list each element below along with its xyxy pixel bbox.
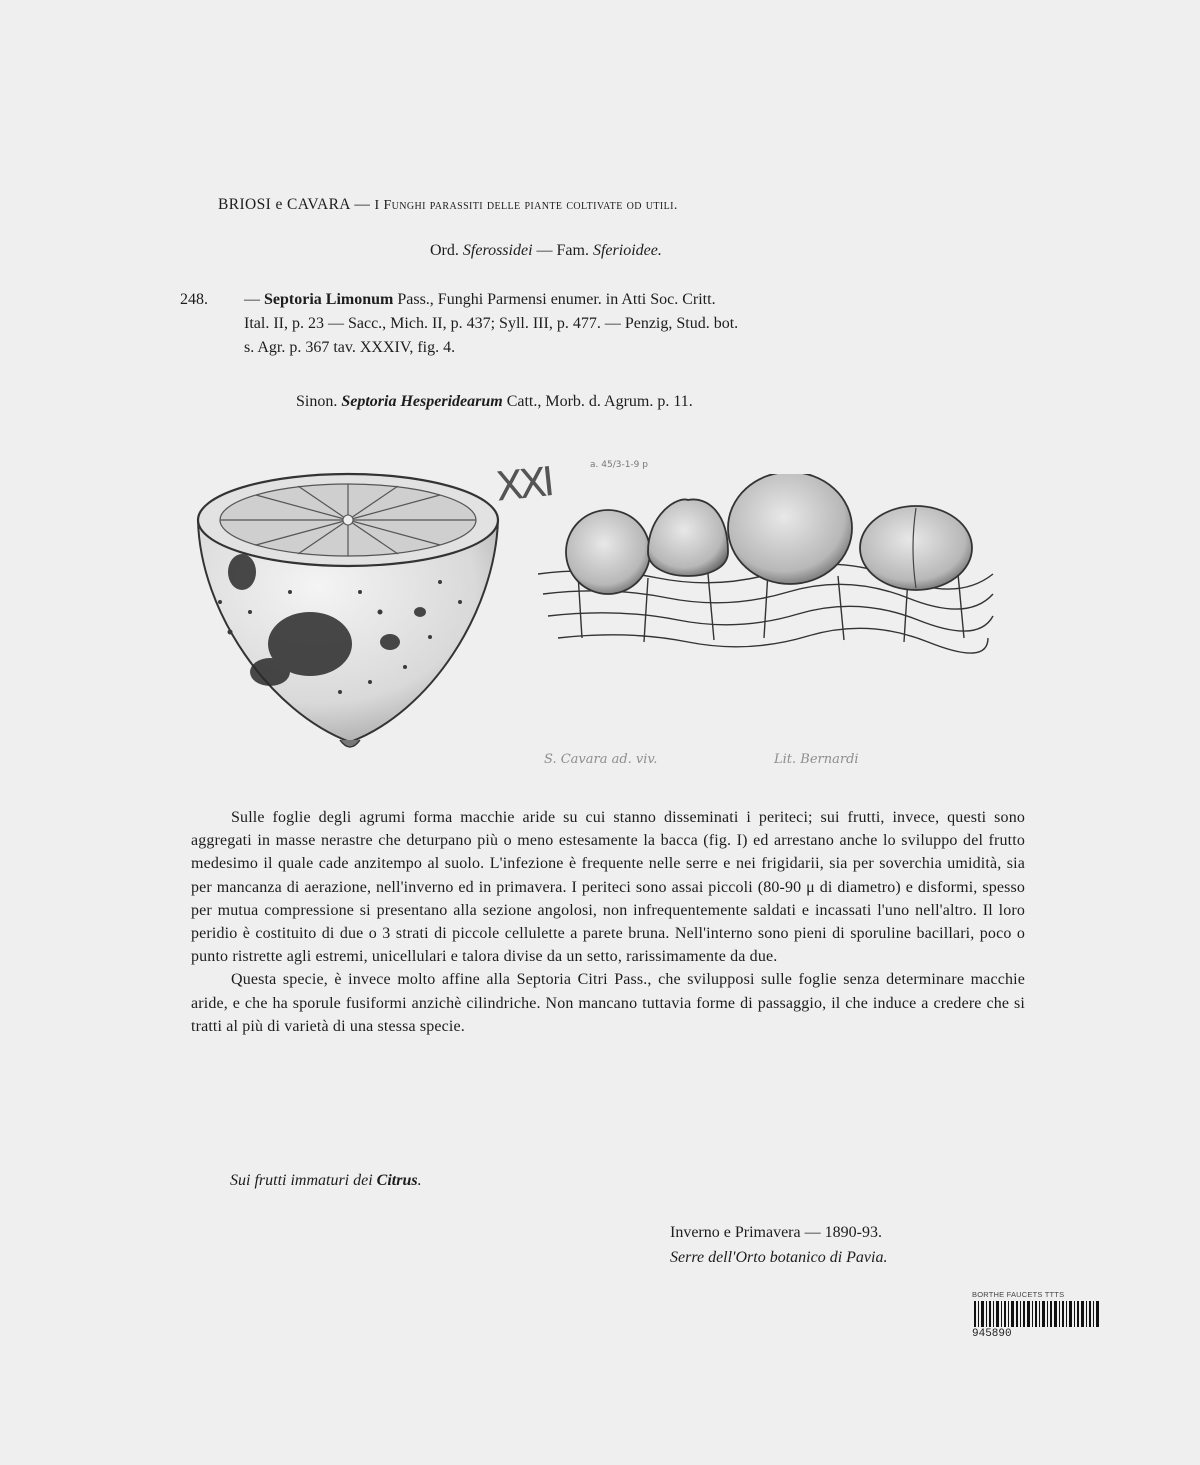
barcode-label [972, 1290, 1112, 1340]
figure-note: a. 45/3-1-9 p [590, 460, 648, 470]
perithecia-illustration [538, 474, 998, 664]
collection-place: Serre dell'Orto botanico di Pavia. [670, 1249, 888, 1266]
lithographer-signature: Lit. Bernardi [774, 752, 859, 767]
lemon-illustration [190, 462, 510, 762]
description-paragraph-2: Questa specie, è invece molto affine alla Septoria Citri Pass., che svilupposi sulle foglie senza determinare macchie aride, e che ha sporule fusiformi anzichè cilindriche. Non mancano tuttavia forme di passaggio, il che induce a credere che si tratti al più di varietà di una stessa specie. [191, 971, 1025, 1035]
barcode-number: 945890 [972, 1328, 1012, 1340]
entry-dash: — [244, 291, 264, 308]
synonym-line [296, 393, 693, 411]
entry-line-1 [180, 288, 1010, 312]
classification-line [430, 242, 662, 260]
fam-prefix: Fam. [556, 242, 593, 259]
running-header [218, 196, 978, 214]
header-dash: — [350, 196, 375, 213]
synonym-prefix: Sinon. [296, 393, 342, 410]
ord-prefix: Ord. [430, 242, 463, 259]
synonym-citation: Catt., Morb. d. Agrum. p. 11. [502, 393, 693, 410]
habitat-host: Citrus [376, 1172, 418, 1189]
collection-info [670, 1220, 887, 1270]
entry-line-3: s. Agr. p. 367 tav. XXXIV, fig. 4. [244, 339, 456, 356]
synonym-name: Septoria Hesperidearum [341, 393, 503, 410]
habitat-suffix: . [417, 1172, 422, 1189]
ord-name: Sferossidei [462, 242, 533, 259]
habitat-line [230, 1172, 422, 1190]
header-authors: BRIOSI e CAVARA [218, 196, 351, 213]
description-text [191, 806, 1025, 1038]
artist-signature: S. Cavara ad. viv. [544, 752, 658, 767]
fam-name: Sferioidee. [592, 242, 662, 259]
header-series-title: I Funghi parassiti delle piante coltivate od utili. [374, 198, 678, 213]
entry-number: 248. [180, 291, 208, 308]
species-entry [180, 288, 1010, 360]
collection-date: Inverno e Primavera — 1890-93. [670, 1224, 882, 1241]
figure-number: XXI [493, 459, 553, 511]
class-sep: — [532, 242, 557, 259]
species-name: Septoria Limonum [264, 291, 394, 308]
description-paragraph-1: Sulle foglie degli agrumi forma macchie aride su cui stanno disseminati i periteci; sui frutti, invece, questi sono aggregati in masse nerastre che deturpano più o meno estesamente la bacca (fig. I) ed arrestano anche lo sviluppo del frutto medesimo il quale cade anzitempo al suolo. L'infezione è frequente nelle serre e nei frigidarii, sia per soverchia umidità, sia per mancanza di aerazione, nell'inverno ed in primavera. I periteci sono assai piccoli (80-90 μ di diametro) e disformi, spesso per mutua compressione si presentano alla sezione angolosi, non infrequentemente saldati e incassati l'uno nell'altro. Il loro peridio è costituito di due o 3 strati di piccole cellulette a parete bruna. Nell'interno sono pieni di sporuline bacillari, poco o punto ristrette agli estremi, unicellulari e talora divise da un setto, rarissimamente da due. [191, 809, 1025, 966]
entry-citation-1: Pass., Funghi Parmensi enumer. in Atti Soc. Critt. [393, 291, 716, 308]
habitat-prefix: Sui frutti immaturi dei [230, 1172, 377, 1189]
barcode-bars [972, 1301, 1104, 1327]
barcode-header: BORTHE FAUCETS TTTS [972, 1290, 1065, 1299]
entry-line-2: Ital. II, p. 23 — Sacc., Mich. II, p. 437; Syll. III, p. 477. — Penzig, Stud. bot. [244, 315, 739, 332]
